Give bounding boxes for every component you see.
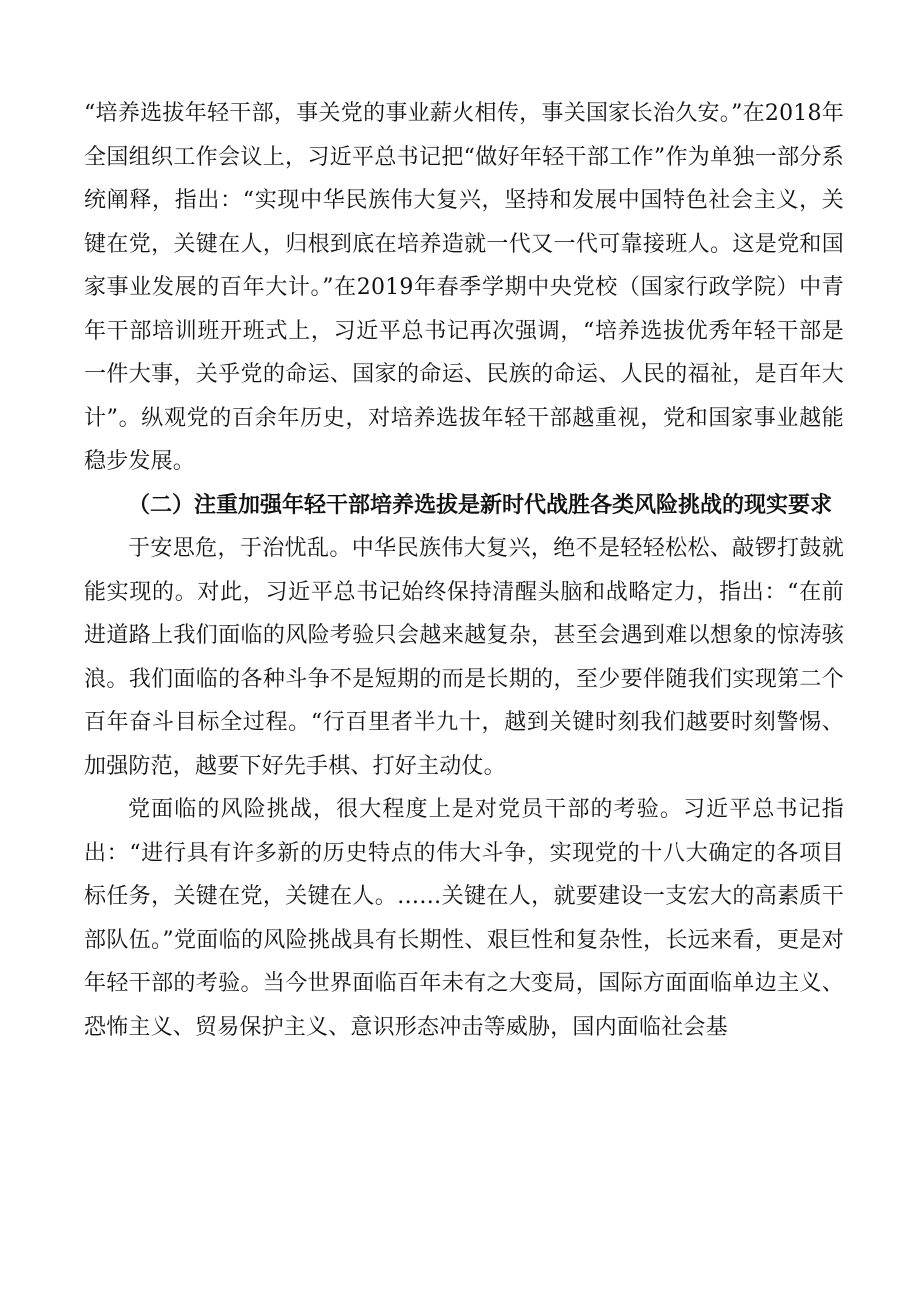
paragraph-3: 党面临的风险挑战，很大程度上是对党员干部的考验。习近平总书记指出：“进行具有许多新的历史特点的伟大斗争，实现党的十八大确定的各项目标任务，关键在党，关键在人。……关键在人，就要建设一支宏大的高素质干部队伍。”党面临的风险挑战具有长期性、艰巨性和复杂性，长远来看，更是对年轻干部的考验。当今世界面临百年未有之大变局，国际方面面临单边主义、恐怖主义、贸易保护主义、意识形态冲击等威胁，国内面临社会基 bbox=[84, 797, 844, 1040]
section-heading-2: （二）注重加强年轻干部培养选拔是新时代战胜各类风险挑战的现实要求 bbox=[128, 491, 833, 518]
document-body bbox=[84, 92, 844, 1049]
paragraph-1: “培养选拔年轻干部，事关党的事业薪火相传，事关国家长治久安。”在2018年全国组织工作会议上，习近平总书记把“做好年轻干部工作”作为单独一部分系统阐释，指出：“实现中华民族伟大复兴，坚持和发展中国特色社会主义，关键在党，关键在人，归根到底在培养造就一代又一代可靠接班人。这是党和国家事业发展的百年大计。”在2019年春季学期中央党校（国家行政学院）中青年干部培训班开班式上，习近平总书记再次强调，“培养选拔优秀年轻干部是一件大事，关乎党的命运、国家的命运、民族的命运、人民的福祉，是百年大计”。纵观党的百余年历史，对培养选拔年轻干部越重视，党和国家事业越能稳步发展。 bbox=[84, 101, 844, 474]
paragraph-2: 于安思危，于治忧乱。中华民族伟大复兴，绝不是轻轻松松、敲锣打鼓就能实现的。对此，习近平总书记始终保持清醒头脑和战略定力，指出：“在前进道路上我们面临的风险考验只会越来越复杂，甚至会遇到难以想象的惊涛骇浪。我们面临的各种斗争不是短期的而是长期的，至少要伴随我们实现第二个百年奋斗目标全过程。“行百里者半九十，越到关键时刻我们越要时刻警惕、加强防范，越要下好先手棋、打好主动仗。 bbox=[84, 536, 844, 779]
